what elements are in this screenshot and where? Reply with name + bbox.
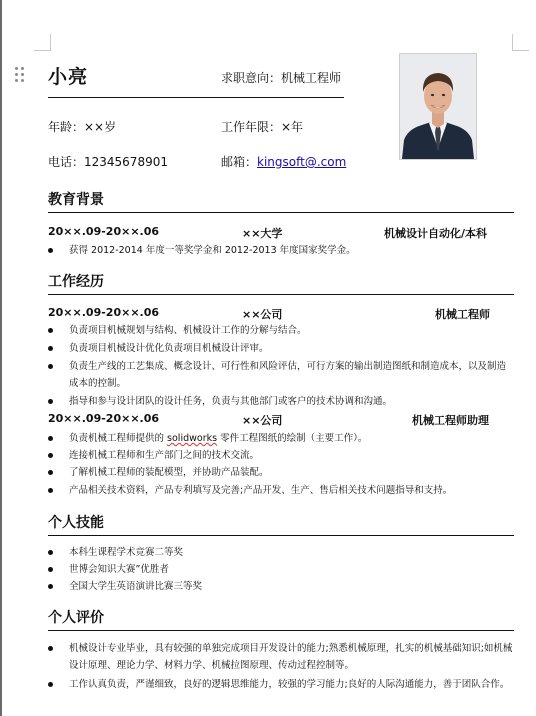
job-intention: 求职意向：机械工程师 <box>221 71 342 85</box>
list-item: 负责项目机械规划与结构、机械设计工作的分解与结合。 <box>48 322 514 339</box>
bullet-icon <box>48 550 53 555</box>
list-item: 指导和参与设计团队的设计任务，负责与其他部门或客户的技术协调和沟通。 <box>48 393 514 410</box>
job-role: 机械工程师助理 <box>412 414 489 427</box>
work-title: 工作经历 <box>48 274 104 290</box>
education-divider <box>48 212 514 213</box>
document-edge-line <box>0 0 2 716</box>
bullet-icon <box>48 470 53 475</box>
job-period: 20××.09-20××.06 <box>48 306 160 319</box>
email-field <box>221 153 346 170</box>
bullet-icon <box>48 346 53 351</box>
bullet-icon <box>48 328 53 333</box>
bullet-icon <box>48 436 53 441</box>
job-period: 20××.09-20××.06 <box>48 412 160 425</box>
education-major: 机械设计自动化/本科 <box>384 227 488 240</box>
education-school: ××大学 <box>242 227 283 240</box>
list-item: 负责项目机械设计优化负责项目机械设计评审。 <box>48 340 514 357</box>
drag-handle-icon[interactable] <box>15 67 27 83</box>
email-link[interactable]: kingsoft@.com <box>257 155 347 169</box>
phone-field: 电话：12345678901 <box>48 155 168 169</box>
candidate-name: 小亮 <box>48 66 89 88</box>
profile-photo <box>399 53 477 160</box>
list-item: 连接机械工程师和生产部门之间的技术交流。 <box>48 447 514 464</box>
list-item: 世博会知识大赛”优胜者 <box>48 561 514 578</box>
bullet-icon <box>48 488 53 493</box>
page-corner-mark-left <box>34 34 51 51</box>
list-item: 了解机械工程师的装配模型，并协助产品装配。 <box>48 464 514 481</box>
list-item: 全国大学生英语演讲比赛三等奖 <box>48 578 514 595</box>
spellcheck-word: solidworks <box>167 433 218 444</box>
list-item: 工作认真负责，严谨细致，良好的逻辑思维能力，较强的学习能力;良好的人际沟通能力，善于团队合作。 <box>48 676 514 693</box>
evaluation-divider <box>48 630 514 631</box>
education-title: 教育背景 <box>48 192 104 208</box>
bullet-icon <box>48 567 53 572</box>
list-item: 负责生产线的工艺集成、概念设计、可行性和风险评估，可行方案的输出制造图纸和制造成本，以及制造成本的控制。 <box>48 358 514 392</box>
age-field: 年龄：××岁 <box>48 120 117 134</box>
bullet-icon <box>48 584 53 589</box>
job-company: ××公司 <box>242 414 283 427</box>
job-role: 机械工程师 <box>435 308 490 321</box>
skills-divider <box>48 535 514 536</box>
work-divider <box>48 294 514 295</box>
job-company: ××公司 <box>242 308 283 321</box>
experience-field: 工作年限：×年 <box>221 120 304 134</box>
list-item: 机械设计专业毕业，具有较强的单独完成项目开发设计的能力;熟悉机械原理，扎实的机械基础知识;如机械设计原理、理论力学、材料力学、机械拉图原理、传动过程控制等。 <box>48 640 514 674</box>
bullet-icon <box>48 453 53 458</box>
email-label: 邮箱： <box>221 155 258 169</box>
bullet-icon <box>48 364 53 369</box>
name-divider <box>48 97 344 98</box>
bullet-icon <box>48 682 53 687</box>
list-item: 产品相关技术资料，产品专利填写及完善;产品开发、生产、售后相关技术问题指导和支持。 <box>48 482 514 499</box>
list-item: 获得 2012-2014 年度一等奖学金和 2012-2013 年度国家奖学金。 <box>48 242 514 259</box>
skills-title: 个人技能 <box>48 515 104 531</box>
evaluation-title: 个人评价 <box>48 610 104 626</box>
page-corner-mark-right <box>512 34 529 51</box>
education-period: 20××.09-20××.06 <box>48 225 160 238</box>
bullet-icon <box>48 248 53 253</box>
bullet-icon <box>48 399 53 404</box>
bullet-icon <box>48 646 53 651</box>
list-item: 负责机械工程师提供的 solidworks 零件工程图纸的绘制（主要工作）。 <box>48 430 514 447</box>
list-item: 本科生课程学术竞赛二等奖 <box>48 544 514 561</box>
